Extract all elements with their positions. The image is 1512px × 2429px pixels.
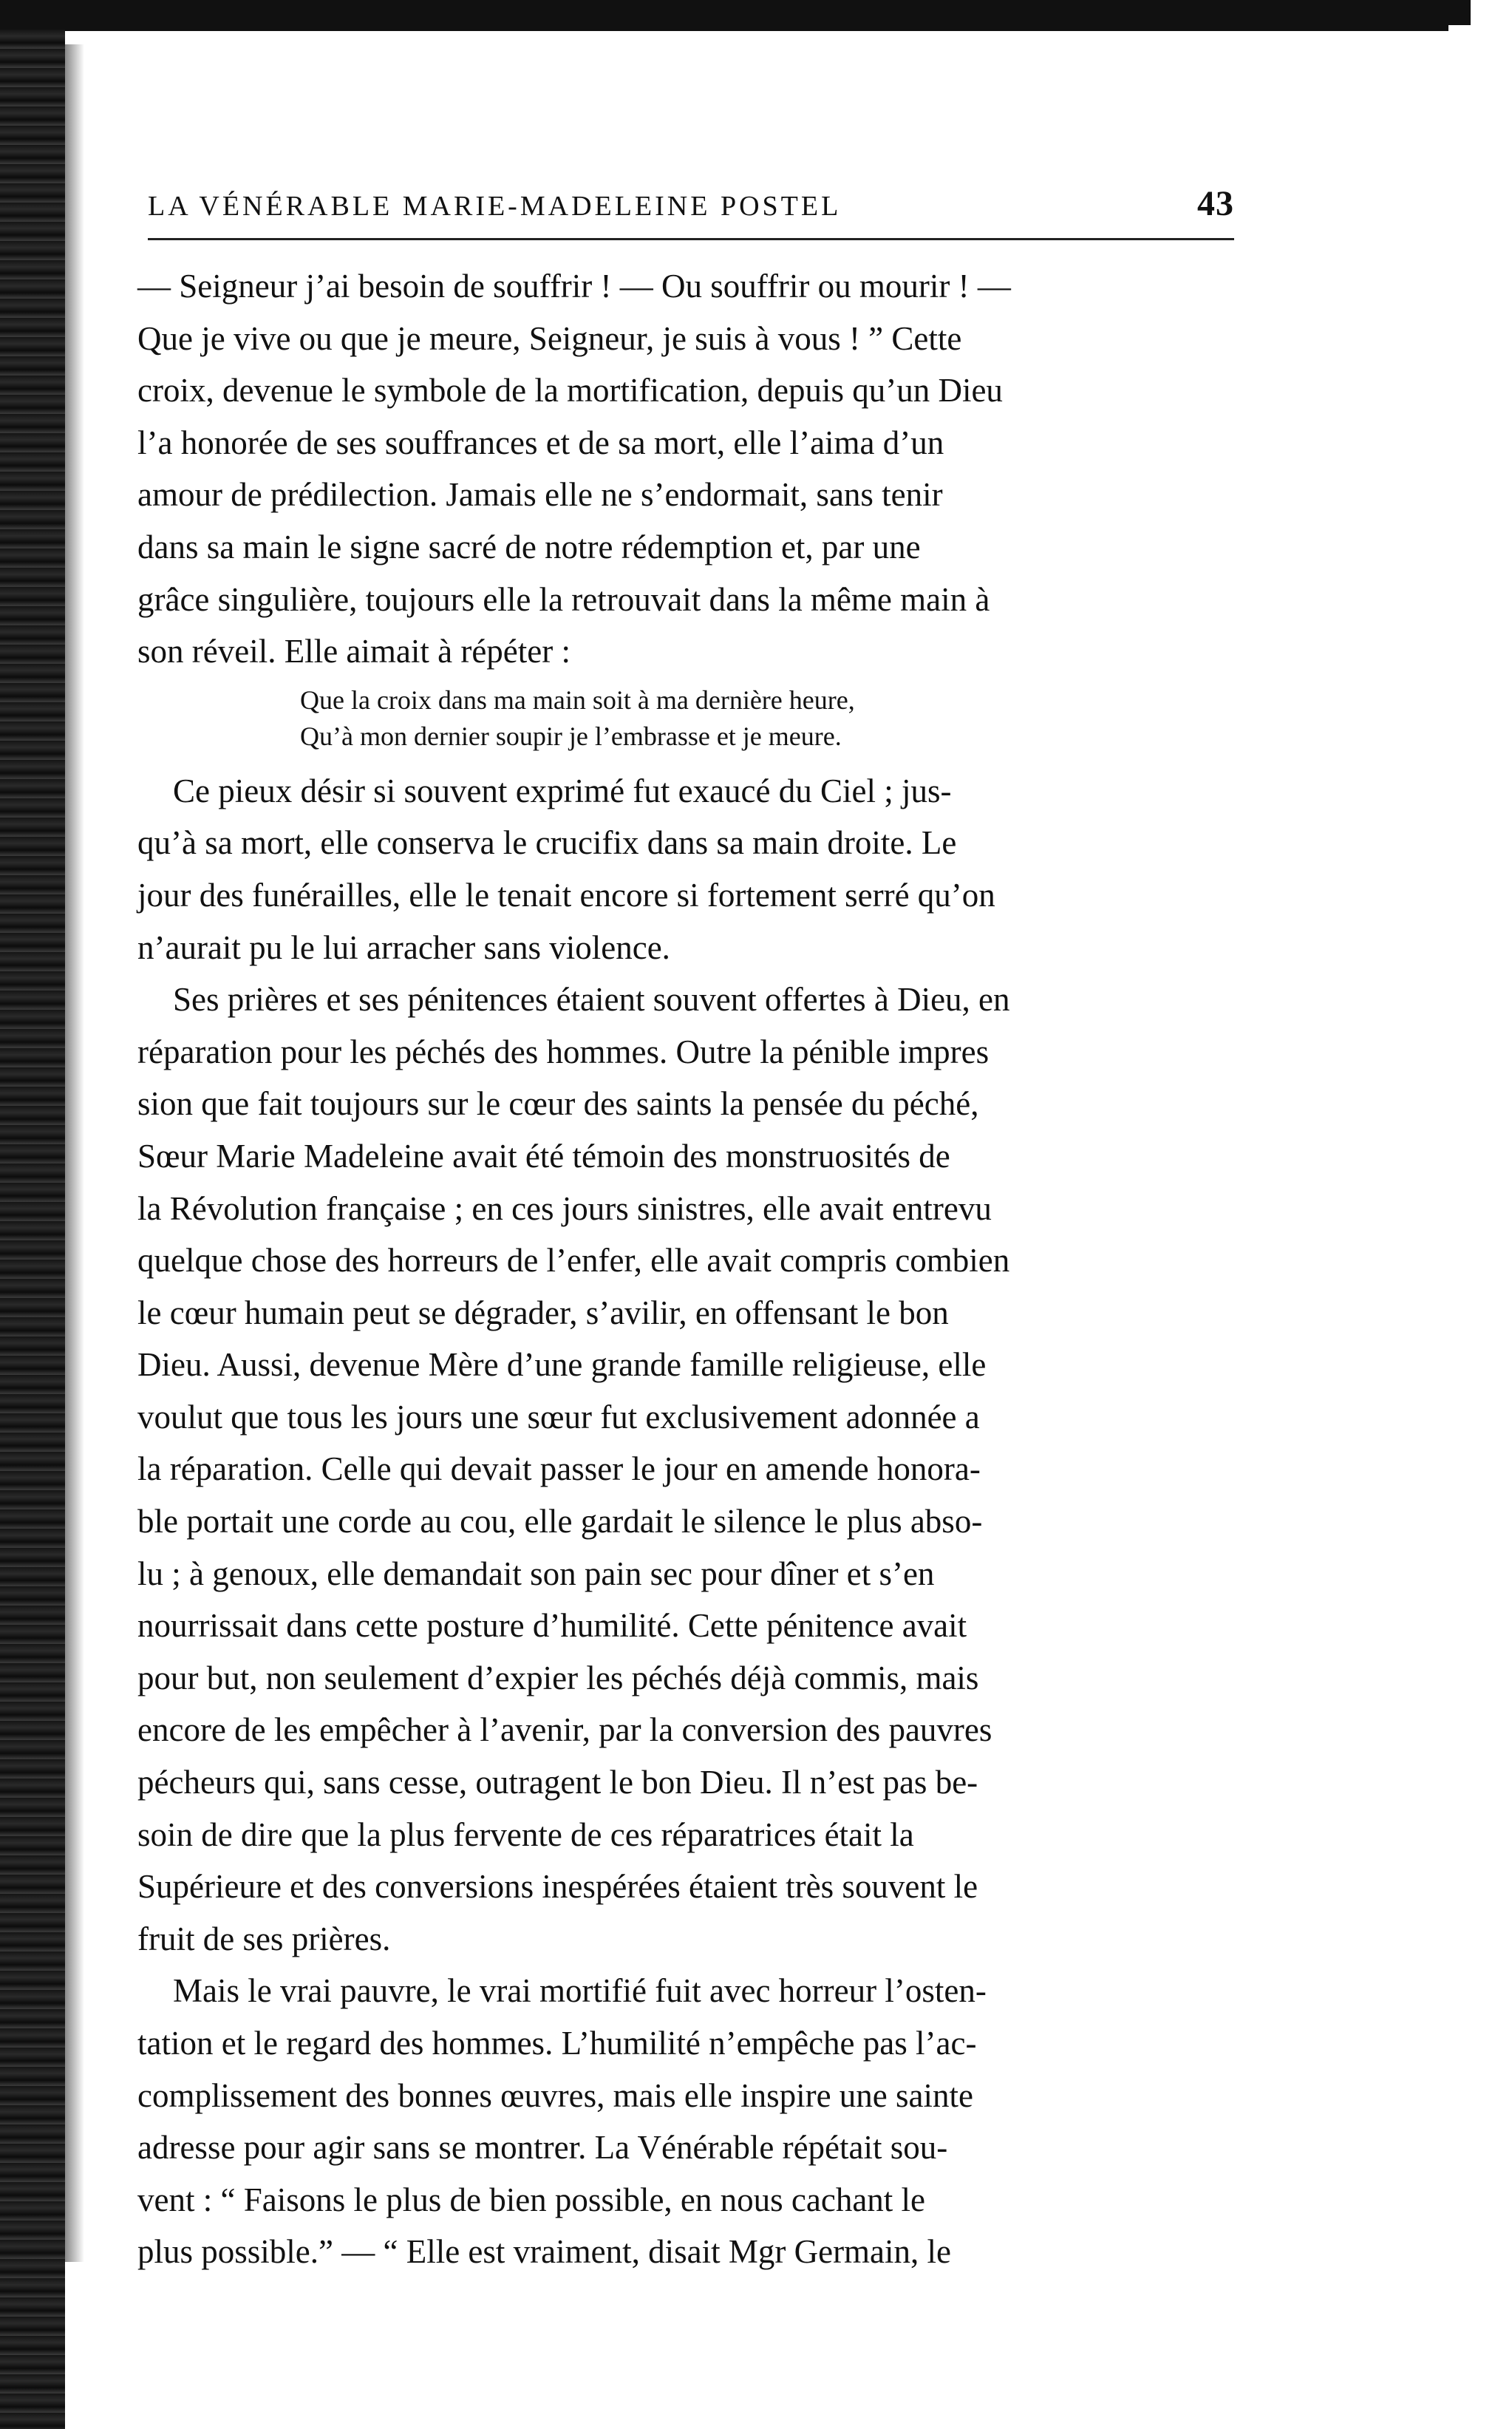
text-line: amour de prédilection. Jamais elle ne s’endormait, sans tenir: [137, 476, 943, 514]
text-line: nourrissait dans cette posture d’humilité. Cette pénitence avait: [137, 1607, 967, 1645]
text-line: complissement des bonnes œuvres, mais elle inspire une sainte: [137, 2076, 973, 2114]
text-line: pécheurs qui, sans cesse, outragent le bon Dieu. Il n’est pas be-: [137, 1764, 978, 1801]
book-spine-shadow: [0, 30, 65, 2429]
text-line: Ce pieux désir si souvent exprimé fut exaucé du Ciel ; jus-: [173, 772, 952, 809]
text-line: Dieu. Aussi, devenue Mère d’une grande famille religieuse, elle: [137, 1346, 987, 1384]
top-edge-rule-lower: [0, 25, 1448, 31]
text-line: dans sa main le signe sacré de notre rédemption et, par une: [137, 528, 921, 565]
text-line: Que je vive ou que je meure, Seigneur, je suis à vous ! ” Cette: [137, 319, 962, 357]
text-line: pour but, non seulement d’expier les péchés déjà commis, mais: [137, 1659, 979, 1696]
text-line: la réparation. Celle qui devait passer le jour en amende honora-: [137, 1450, 981, 1488]
text-line: sion que fait toujours sur le cœur des saints la pensée du péché,: [137, 1085, 979, 1123]
text-line: Ses prières et ses pénitences étaient souvent offertes à Dieu, en: [173, 981, 1010, 1019]
running-head: [148, 183, 1234, 224]
page-number: 43: [1197, 184, 1234, 223]
page-body: [137, 260, 1230, 2278]
top-edge-rule: [0, 0, 1471, 25]
text-line: grâce singulière, toujours elle la retrouvait dans la même main à: [137, 580, 990, 618]
text-line: Mais le vrai pauvre, le vrai mortifié fuit avec horreur l’osten-: [173, 1972, 987, 2010]
text-line: soin de dire que la plus fervente de ces réparatrices était la: [137, 1815, 914, 1853]
text-line: fruit de ses prières.: [137, 1920, 391, 1957]
text-line: Supérieure et des conversions inespérées étaient très souvent le: [137, 1868, 978, 1906]
header-rule: [148, 238, 1234, 240]
text-line: la Révolution française ; en ces jours sinistres, elle avait entrevu: [137, 1189, 992, 1227]
text-line: n’aurait pu le lui arracher sans violence.: [137, 928, 670, 966]
text-line: le cœur humain peut se dégrader, s’avilir, en offensant le bon: [137, 1294, 949, 1331]
verse-quote: [137, 678, 1230, 765]
text-line: adresse pour agir sans se montrer. La Vénérable répétait sou-: [137, 2129, 948, 2167]
text-line: plus possible.” — “ Elle est vraiment, disait Mgr Germain, le: [137, 2233, 952, 2271]
text-line: — Seigneur j’ai besoin de souffrir ! — Ou souffrir ou mourir ! —: [137, 268, 1011, 305]
text-line: croix, devenue le symbole de la mortification, depuis qu’un Dieu: [137, 372, 1003, 410]
text-line: quelque chose des horreurs de l’enfer, elle avait compris combien: [137, 1242, 1010, 1280]
verse-line: Qu’à mon dernier soupir je l’embrasse et je meure.: [300, 721, 842, 751]
text-line: encore de les empêcher à l’avenir, par la conversion des pauvres: [137, 1711, 992, 1749]
text-line: qu’à sa mort, elle conserva le crucifix dans sa main droite. Le: [137, 824, 957, 862]
text-line: réparation pour les péchés des hommes. Outre la pénible impres: [137, 1033, 990, 1070]
text-line: vent : “ Faisons le plus de bien possible, en nous cachant le: [137, 2181, 926, 2218]
text-line: son réveil. Elle aimait à répéter :: [137, 633, 571, 670]
text-line: ble portait une corde au cou, elle gardait le silence le plus abso-: [137, 1503, 983, 1540]
spine-gradient: [65, 44, 84, 2262]
text-line: Sœur Marie Madeleine avait été témoin des monstruosités de: [137, 1137, 950, 1175]
text-line: lu ; à genoux, elle demandait son pain sec pour dîner et s’en: [137, 1555, 935, 1592]
verse-line: Que la croix dans ma main soit à ma dernière heure,: [300, 684, 855, 715]
text-line: tation et le regard des hommes. L’humilité n’empêche pas l’ac-: [137, 2025, 977, 2062]
running-title: LA VÉNÉRABLE MARIE-MADELEINE POSTEL: [148, 191, 842, 222]
text-line: jour des funérailles, elle le tenait encore si fortement serré qu’on: [137, 876, 995, 914]
text-line: l’a honorée de ses souffrances et de sa mort, elle l’aima d’un: [137, 424, 944, 461]
text-line: voulut que tous les jours une sœur fut exclusivement adonnée a: [137, 1398, 980, 1436]
